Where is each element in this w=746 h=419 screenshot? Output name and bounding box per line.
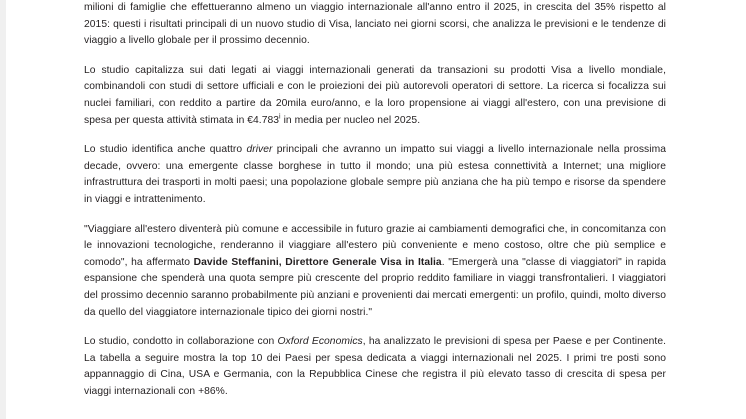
paragraph-5-italic-term: Oxford Economics bbox=[277, 336, 363, 348]
paragraph-5-text-before: Lo studio, condotto in collaborazione con bbox=[84, 336, 278, 348]
document-body bbox=[84, 0, 666, 413]
quote-attribution: Davide Steffanini, Direttore Generale Visa in Italia bbox=[193, 256, 442, 268]
paragraph-3 bbox=[84, 142, 666, 208]
footnote-marker: i bbox=[279, 113, 281, 121]
page-left-margin-bar bbox=[0, 0, 6, 419]
paragraph-1-text: milioni di famiglie che effettueranno almeno un viaggio internazionale all'anno entro il 2025, in crescita del 35% rispetto al 2015: questi i risultati principali di un nuovo studio di Visa, lanciato nei giorni scorsi, che analizza le previsioni e le tendenze di viaggio a livello globale per il prossimo decennio. bbox=[84, 2, 666, 47]
paragraph-4-quote bbox=[84, 222, 666, 322]
paragraph-2-text-after: in media per nucleo nel 2025. bbox=[280, 114, 421, 126]
paragraph-5-text-after: , ha analizzato le previsioni di spesa per Paese e per Continente. La tabella a seguire mostra la top 10 dei Paesi per spesa dedicata a viaggi internazionali nel 2025. I primi tre posti sono appannaggio di Cina, USA e Germania, con la Repubblica Cinese che registra il più elevato tasso di crescita di spesa per viaggi internazionali con +86%. bbox=[84, 336, 667, 397]
paragraph-5 bbox=[84, 334, 666, 400]
paragraph-1 bbox=[84, 0, 666, 50]
paragraph-3-text-before: Lo studio identifica anche quattro bbox=[84, 144, 247, 156]
paragraph-4-text-after: . "Emergerà una "classe di viaggiatori" in rapida espansione che spenderà una quota sempre più crescente del proprio reddito familiare in viaggi transfrontalieri. I viaggiatori del prossimo decennio saranno probabilmente più anziani e provenienti dai mercati emergenti: un profilo, quindi, molto diverso da quello del viaggiatore internazionale tipico dei giorni nostri." bbox=[84, 256, 667, 318]
paragraph-2 bbox=[84, 63, 666, 129]
paragraph-3-text-after: principali che avranno un impatto sui viaggi a livello internazionale nella prossima decade, ovvero: una emergente classe borghese in tutto il mondo; una più estesa connettività a Internet; una migliore infrastruttura dei trasporti in molti paesi; una popolazione globale sempre più anziana che ha più tempo e risorse da spendere in viaggi e intrattenimento. bbox=[84, 144, 666, 205]
paragraph-3-italic-term: driver bbox=[246, 144, 273, 156]
paragraph-4-text-before: "Viaggiare all'estero diventerà più comune e accessibile in futuro grazie ai cambiamenti demografici che, in concomitanza con le innovazioni tecnologiche, renderanno il viaggiare all'estero più conveniente e meno costoso, oltre che più semplice e comodo", ha affermato bbox=[84, 223, 666, 268]
paragraph-2-text-before: Lo studio capitalizza sui dati legati ai viaggi internazionali generati da transazioni su prodotti Visa a livello mondiale, combinandoli con studi di settore ufficiali e con le proiezioni dei più autorevoli operatori di settore. La ricerca si focalizza sui nuclei familiari, con reddito a partire da 20mila euro/anno, e la loro propensione ai viaggi all'estero, con una previsione di spesa per questa attività stimata in €4.783 bbox=[84, 64, 666, 126]
